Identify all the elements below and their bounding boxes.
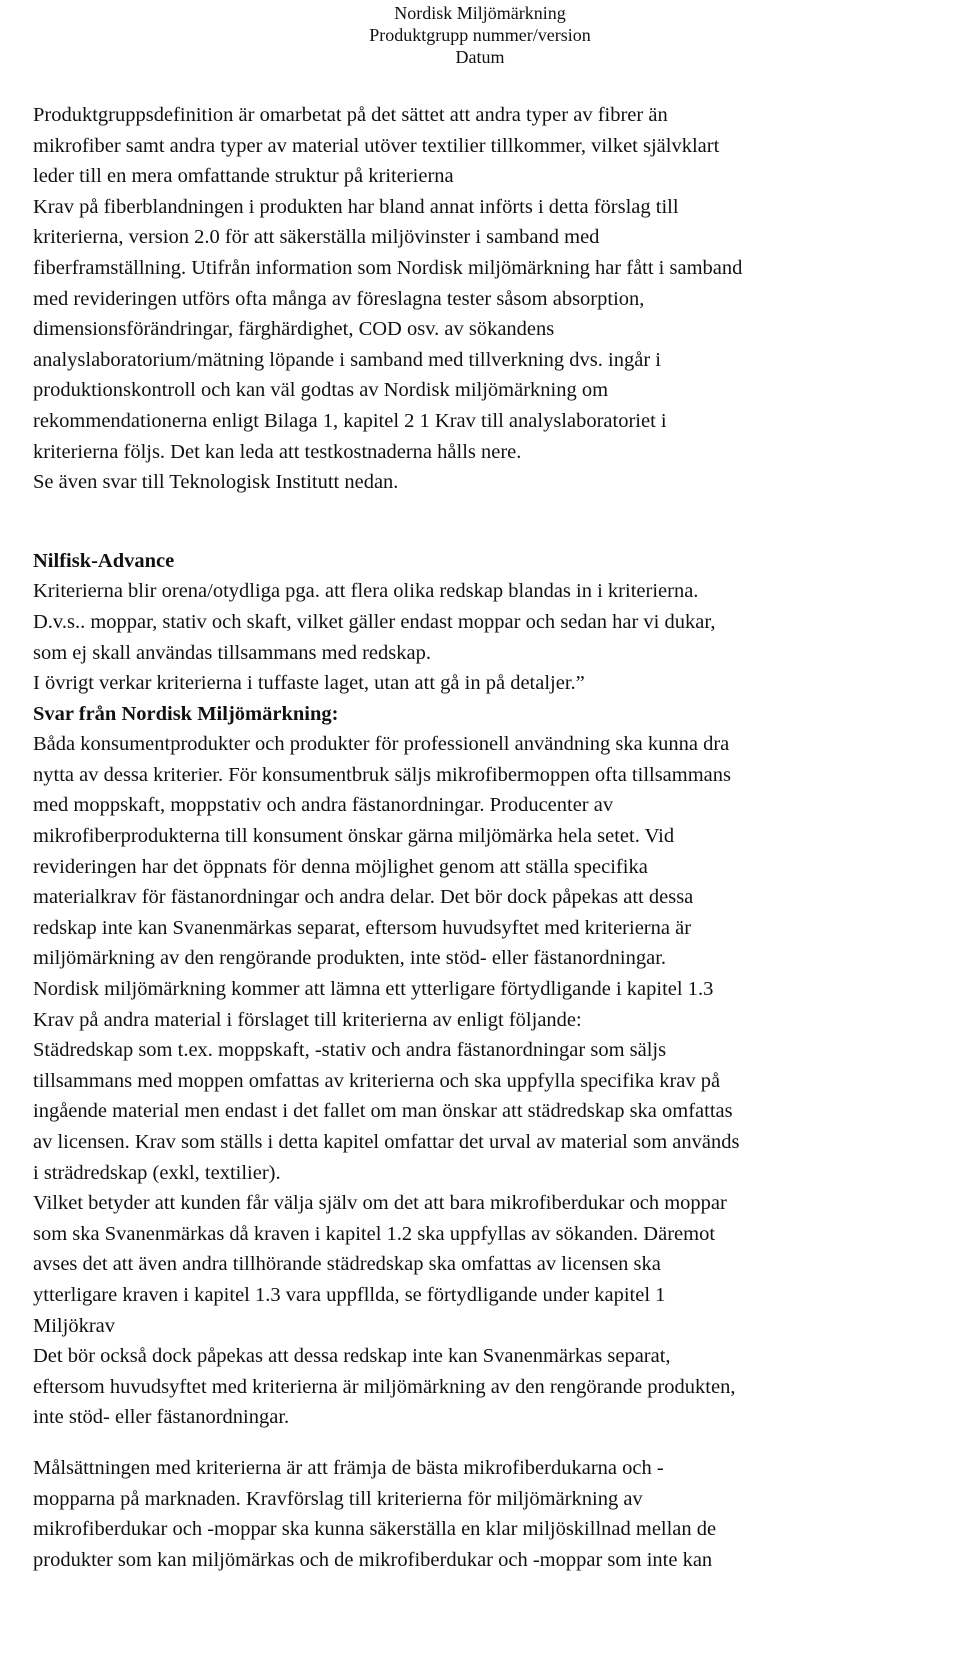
text-line: kriterierna, version 2.0 för att säkerställa miljövinster i samband med (33, 226, 600, 249)
text-line: som ska Svanenmärkas då kraven i kapitel 1.2 ska uppfyllas av sökanden. Däremot (33, 1222, 716, 1245)
text-line: Städredskap som t.ex. moppskaft, -stativ och andra fästanordningar som säljs (33, 1039, 667, 1062)
text-line: Se även svar till Teknologisk Institutt nedan. (33, 471, 399, 494)
text-line: Miljökrav (33, 1314, 115, 1337)
text-line: Kriterierna blir orena/otydliga pga. att flera olika redskap blandas in i kriterierna. (33, 580, 699, 603)
text-line: Krav på fiberblandningen i produkten har bland annat införts i detta förslag till (33, 195, 679, 218)
text-line: mikrofiberdukar och -moppar ska kunna säkerställa en klar miljöskillnad mellan de (33, 1518, 717, 1541)
document-body (33, 100, 938, 1575)
text-line: mikrofiberprodukterna till konsument önskar gärna miljömärka hela setet. Vid (33, 825, 675, 848)
text-line: eftersom huvudsyftet med kriterierna är miljömärkning av den rengörande produkten, (33, 1375, 736, 1398)
text-line: avses det att även andra tillhörande städredskap ska omfattas av licensen ska (33, 1253, 661, 1276)
text-line: D.v.s.. moppar, stativ och skaft, vilket gäller endast moppar och sedan har vi dukar, (33, 610, 716, 633)
text-line: mikrofiber samt andra typer av material utöver textilier tillkommer, vilket självklart (33, 134, 720, 157)
text-line: miljömärkning av den rengörande produkten, inte stöd- eller fästanordningar. (33, 947, 667, 970)
text-line: dimensionsförändringar, färghärdighet, COD osv. av sökandens (33, 318, 555, 341)
text-line: nytta av dessa kriterier. För konsumentbruk säljs mikrofibermoppen ofta tillsammans (33, 763, 732, 786)
text-line: Produktgruppsdefinition är omarbetat på det sättet att andra typer av fibrer än (33, 104, 668, 126)
text-line: redskap inte kan Svanenmärkas separat, eftersom huvudsyftet med kriterierna är (33, 916, 692, 939)
header-org: Nordisk Miljömärkning (394, 3, 566, 23)
text-line: av licensen. Krav som ställs i detta kapitel omfattar det urval av material som används (33, 1131, 740, 1153)
text-line: produktionskontroll och kan väl godtas av Nordisk miljömärkning om (33, 379, 609, 402)
section-heading: Nilfisk-Advance (33, 549, 175, 572)
answer-heading: Svar från Nordisk Miljömärkning: (33, 702, 339, 725)
text-line: ingående material men endast i det fallet om man önskar att städredskap ska omfattas (33, 1100, 733, 1123)
text-line: analyslaboratorium/mätning löpande i samband med tillverkning dvs. ingår i (33, 348, 661, 371)
text-line: inte stöd- eller fästanordningar. (33, 1406, 290, 1429)
text-line: fiberframställning. Utifrån information som Nordisk miljömärkning har fått i samband (33, 256, 743, 279)
text-line: med revideringen utförs ofta många av föreslagna tester såsom absorption, (33, 287, 645, 310)
text-line: med moppskaft, moppstativ och andra fästanordningar. Producenter av (33, 794, 614, 817)
page-header (0, 0, 960, 68)
section-nilfisk-advance (33, 546, 938, 1433)
text-line: mopparna på marknaden. Kravförslag till kriterierna för miljömärkning av (33, 1487, 643, 1510)
text-line: i strädredskap (exkl, textilier). (33, 1161, 281, 1184)
text-line: materialkrav för fästanordningar och andra delar. Det bör dock påpekas att dessa (33, 886, 694, 909)
header-date: Datum (455, 47, 505, 67)
text-line: tillsammans med moppen omfattas av kriterierna och ska uppfylla specifika krav på (33, 1069, 721, 1092)
text-line: ytterligare kraven i kapitel 1.3 vara uppfllda, se förtydligande under kapitel 1 (33, 1283, 666, 1306)
text-line: rekommendationerna enligt Bilaga 1, kapitel 2 1 Krav till analyslaboratoriet i (33, 409, 667, 432)
text-line: Vilket betyder att kunden får välja själv om det att bara mikrofiberdukar och moppar (33, 1192, 727, 1215)
text-line: leder till en mera omfattande struktur på kriterierna (33, 165, 454, 188)
section-product-definition (33, 100, 938, 498)
text-line: I övrigt verkar kriterierna i tuffaste laget, utan att gå in på detaljer.” (33, 672, 585, 695)
text-line: revideringen har det öppnats för denna möjlighet genom att ställa specifika (33, 855, 648, 878)
text-line: Krav på andra material i förslaget till kriterierna av enligt följande: (33, 1008, 582, 1031)
section-goals (33, 1453, 938, 1575)
text-line: kriterierna följs. Det kan leda att testkostnaderna hålls nere. (33, 440, 522, 463)
text-line: Nordisk miljömärkning kommer att lämna ett ytterligare förtydligande i kapitel 1.3 (33, 978, 714, 1001)
text-line: som ej skall användas tillsammans med redskap. (33, 641, 431, 664)
header-product-group: Produktgrupp nummer/version (369, 25, 591, 45)
text-line: Båda konsumentprodukter och produkter för professionell användning ska kunna dra (33, 733, 730, 756)
text-line: Det bör också dock påpekas att dessa redskap inte kan Svanenmärkas separat, (33, 1345, 671, 1368)
text-line: produkter som kan miljömärkas och de mikrofiberdukar och -moppar som inte kan (33, 1548, 713, 1571)
text-line: Målsättningen med kriterierna är att främja de bästa mikrofiberdukarna och - (33, 1456, 664, 1479)
